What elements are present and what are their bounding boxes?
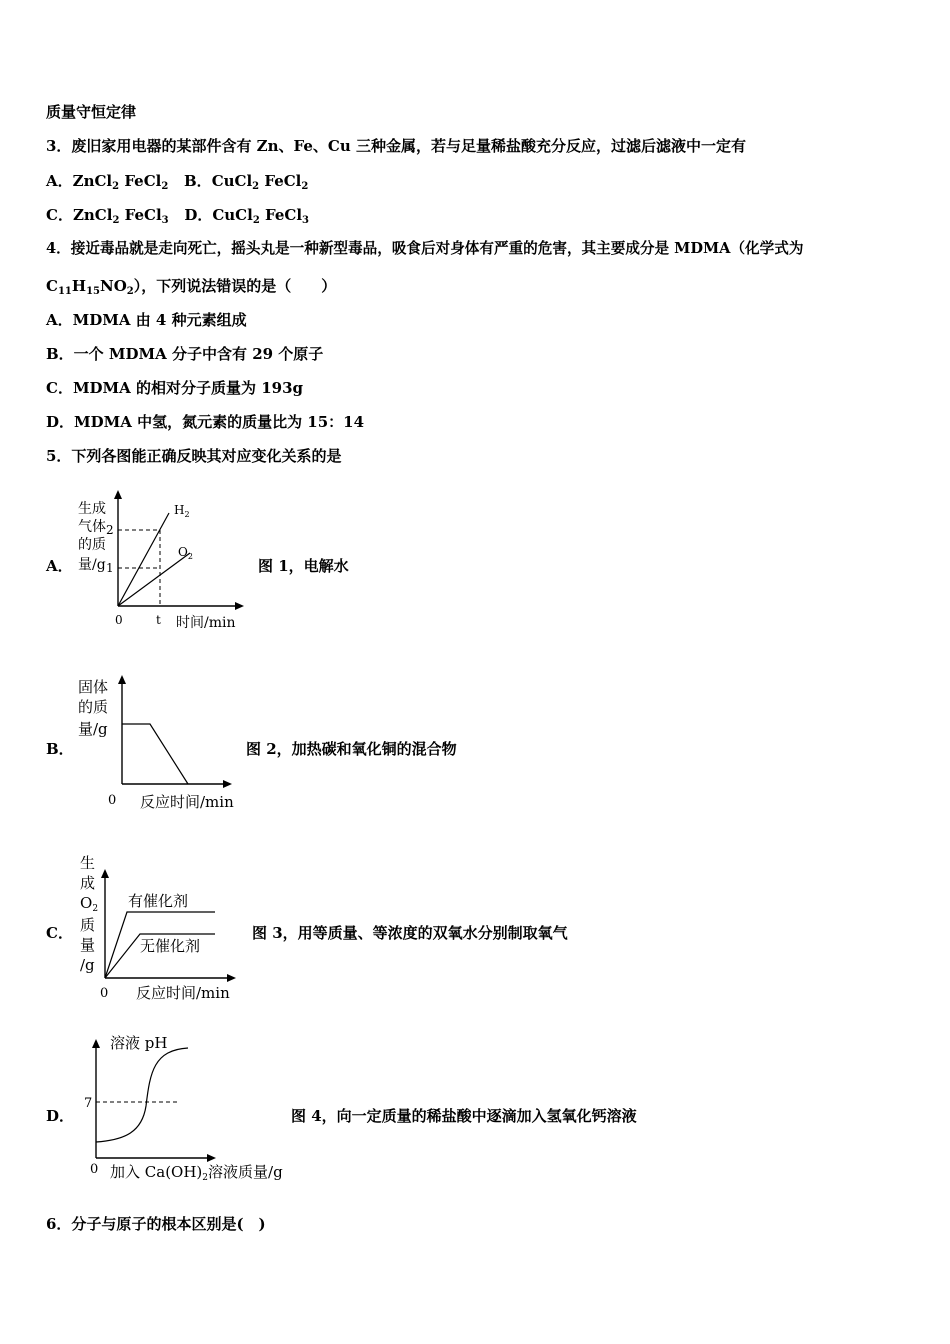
graph-d-ph-curve — [96, 1048, 188, 1142]
graph-b-label: B． — [46, 740, 74, 758]
graph-b-y-arrow — [118, 675, 126, 684]
question-3-stem: 3．废旧家用电器的某部件含有 Zn、Fe、Cu 三种金属，若与足量稀盐酸充分反应，过滤后滤液中一定有 — [46, 137, 746, 155]
question-4-stem-line1: 4．接近毒品就是走向死亡，摇头丸是一种新型毒品，吸食后对身体有严重的危害，其主要成分是 MDMA（化学式为 — [46, 240, 804, 257]
graph-b-ylabel-3: 量/g — [78, 720, 108, 738]
graph-c-origin: 0 — [100, 986, 109, 1001]
formula-zncl: ZnCl — [72, 172, 113, 190]
graph-c-series-no-catalyst-label: 无催化剂 — [140, 937, 201, 955]
subscript: 3 — [302, 215, 309, 226]
graph-a-ytick-1: 1 — [106, 561, 114, 575]
graph-b-caption: 图 2，加热碳和氧化铜的混合物 — [246, 740, 457, 758]
subscript: 2 — [112, 181, 120, 192]
graph-c-x-arrow — [227, 974, 236, 982]
question-4-option-a: A．MDMA 由 4 种元素组成 — [46, 311, 247, 329]
question-6-stem: 6．分子与原子的根本区别是( ) — [46, 1215, 266, 1233]
graph-d-ph-titration — [70, 1030, 300, 1185]
option-b-label: B． — [184, 172, 212, 190]
option-c-label: C． — [46, 206, 73, 224]
graph-a-electrolysis — [70, 488, 250, 633]
graph-b-xlabel: 反应时间/min — [140, 793, 234, 811]
graph-d-caption: 图 4，向一定质量的稀盐酸中逐滴加入氢氧化钙溶液 — [291, 1107, 637, 1125]
graph-c-y-arrow — [101, 869, 109, 878]
formula-cucl: CuCl — [212, 206, 253, 224]
graph-a-xlabel: 时间/min — [176, 615, 236, 631]
question-4-option-d: D．MDMA 中氢，氮元素的质量比为 15：14 — [46, 413, 365, 431]
subscript: 2 — [252, 215, 260, 226]
graph-a-origin: 0 — [115, 613, 123, 627]
graph-a-series-h2-label: $H_2$ — [174, 503, 190, 519]
graph-d-x-arrow — [207, 1154, 216, 1162]
graph-d-label: D． — [46, 1107, 75, 1125]
question-3-options-cd — [46, 205, 309, 225]
graph-a-ylabel-3: 的质 — [78, 537, 106, 553]
subscript: 2 — [161, 181, 169, 192]
graph-a-series-o2 — [118, 553, 190, 606]
formula-part: H — [71, 277, 87, 295]
graph-c-label: C． — [46, 924, 73, 942]
graph-a-caption: 图 1，电解水 — [258, 557, 349, 575]
graph-c-xlabel: 反应时间/min — [136, 984, 230, 1002]
graph-b-carbon-copper-oxide — [70, 672, 250, 817]
graph-a-ytick-2: 2 — [106, 523, 114, 537]
graph-a-x-arrow — [235, 602, 244, 610]
graph-a-t-tick: t — [156, 613, 161, 627]
graph-d-y-arrow — [92, 1039, 100, 1048]
formula-zncl: ZnCl — [72, 206, 113, 224]
graph-a-series-h2 — [118, 513, 169, 606]
graph-b-curve — [122, 724, 188, 784]
graph-d-ytick-7: 7 — [84, 1096, 93, 1111]
subscript: 2 — [112, 215, 120, 226]
subscript: 2 — [301, 181, 309, 192]
subscript: 3 — [161, 215, 169, 226]
graph-d-ylabel: 溶液 pH — [110, 1034, 168, 1052]
formula-fecl: FeCl — [124, 172, 162, 190]
graph-c-ylabel-5: 量 — [80, 936, 96, 954]
graph-b-x-arrow — [223, 780, 232, 788]
question-4-tail: ），下列说法错误的是（ ） — [133, 277, 337, 295]
formula-cucl: CuCl — [211, 172, 253, 190]
formula-fecl: FeCl — [264, 172, 302, 190]
question-4-option-c: C．MDMA 的相对分子质量为 193g — [46, 379, 304, 397]
graph-c-caption: 图 3，用等质量、等浓度的双氧水分别制取氧气 — [252, 924, 568, 942]
subscript: 11 — [57, 286, 72, 297]
option-a-label: A． — [46, 172, 73, 190]
graph-d-origin: 0 — [90, 1162, 99, 1177]
graph-a-series-o2-label: $O_2$ — [178, 545, 193, 561]
question-4-option-b: B．一个 MDMA 分子中含有 29 个原子 — [46, 345, 324, 363]
graph-c-ylabel-3: $O_2$ — [80, 894, 99, 914]
graph-b-ylabel-2: 的质 — [78, 698, 109, 716]
graph-c-hydrogen-peroxide — [70, 850, 250, 1005]
subscript: 15 — [86, 286, 100, 297]
graph-b-ylabel-1: 固体 — [78, 678, 109, 696]
graph-a-ylabel-2: 气体 — [78, 519, 106, 535]
subscript: 2 — [126, 286, 134, 297]
subscript: 2 — [252, 181, 260, 192]
section-heading: 质量守恒定律 — [46, 103, 137, 121]
graph-a-y-arrow — [114, 490, 122, 499]
graph-c-ylabel-1: 生 — [80, 854, 96, 872]
formula-part: C — [46, 277, 58, 295]
graph-a-label: A． — [46, 557, 73, 575]
graph-c-series-catalyst-label: 有催化剂 — [128, 892, 189, 910]
question-3-options-ab — [46, 171, 308, 191]
formula-fecl: FeCl — [265, 206, 303, 224]
question-4-stem-line2 — [46, 276, 336, 296]
graph-a-ylabel-4: 量/g — [78, 557, 106, 573]
graph-b-origin: 0 — [108, 793, 117, 808]
formula-fecl: FeCl — [124, 206, 162, 224]
graph-c-ylabel-4: 质 — [80, 916, 96, 934]
graph-d-xlabel: 加入 $Ca(OH)_2$溶液质量/g — [110, 1163, 283, 1183]
formula-part: NO — [99, 277, 127, 295]
option-d-label: D． — [184, 206, 213, 224]
question-5-stem: 5．下列各图能正确反映其对应变化关系的是 — [46, 447, 342, 465]
graph-a-ylabel-1: 生成 — [78, 501, 106, 517]
graph-c-ylabel-2: 成 — [80, 874, 96, 892]
graph-c-ylabel-6: /g — [80, 956, 95, 974]
